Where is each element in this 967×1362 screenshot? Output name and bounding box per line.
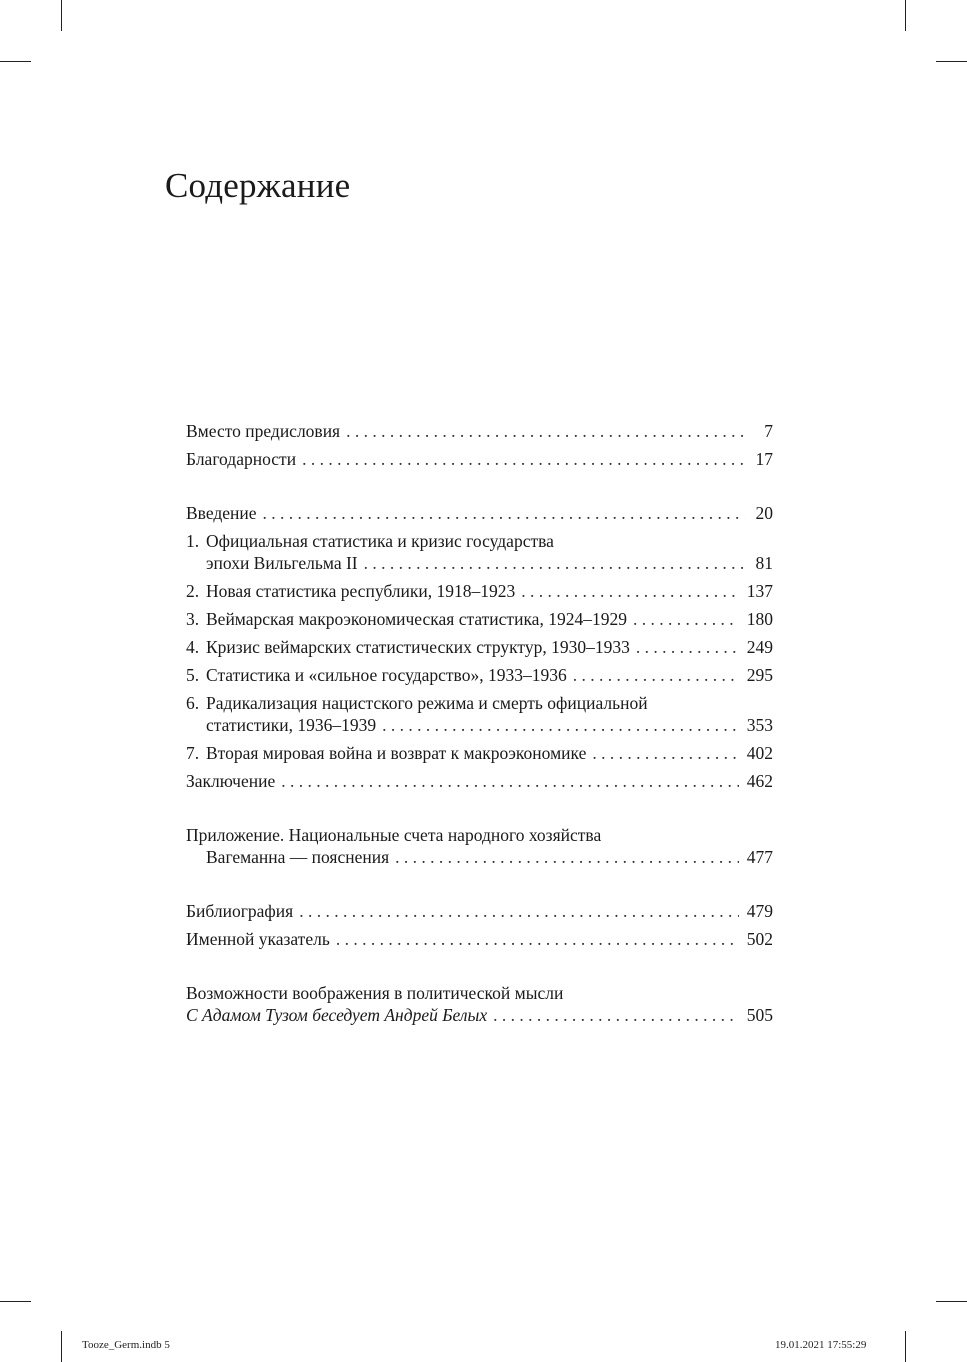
crop-mark	[936, 1301, 967, 1302]
chapter-number: 1.	[186, 531, 200, 551]
crop-mark	[0, 61, 31, 62]
toc-entry-appendix[interactable]	[186, 824, 773, 868]
toc-entry-text: Радикализация нацистского режима и смерть официальной	[206, 693, 648, 713]
toc-page-number: 7	[764, 421, 773, 441]
toc-entry-text: Возможности воображения в политической мысли	[186, 983, 564, 1003]
print-slug-timestamp: 19.01.2021 17:55:29	[775, 1339, 867, 1351]
toc-entry-text: Кризис веймарских статистических структур, 1930–1933	[206, 637, 630, 657]
crop-mark	[936, 61, 967, 62]
toc-entry-chapter-6[interactable]	[186, 692, 773, 736]
toc-entry-chapter-4[interactable]	[186, 636, 773, 658]
crop-mark	[61, 0, 62, 31]
toc-entry-chapter-7[interactable]	[186, 742, 773, 764]
crop-mark	[905, 0, 906, 31]
leader-dots	[630, 636, 739, 658]
toc-entry-text: Приложение. Национальные счета народного хозяйства	[186, 825, 602, 845]
crop-mark	[905, 1331, 906, 1362]
leader-dots	[627, 608, 739, 630]
leader-dots	[487, 1004, 739, 1026]
toc-entry-text-cont: Вагеманна — пояснения	[206, 847, 390, 867]
chapter-number: 6.	[186, 693, 200, 713]
toc-page-number: 462	[746, 771, 773, 791]
toc-entry-chapter-5[interactable]	[186, 664, 773, 686]
toc-entry-text: Официальная статистика и кризис государства	[206, 531, 554, 551]
toc-entry-text: Благодарности	[186, 449, 297, 469]
leader-dots	[330, 928, 739, 950]
toc-entry-vvedenie[interactable]	[186, 502, 773, 524]
crop-mark	[61, 1331, 62, 1362]
toc-entry-chapter-1[interactable]	[186, 530, 773, 574]
leader-dots	[567, 664, 739, 686]
toc-entry-subtitle: С Адамом Тузом беседует Андрей Белых	[186, 1005, 488, 1025]
leader-dots	[586, 742, 738, 764]
leader-dots	[257, 502, 745, 524]
toc-entry-text: Заключение	[186, 771, 276, 791]
leader-dots	[358, 552, 745, 574]
toc-entry-interview[interactable]	[186, 982, 773, 1026]
toc-entry-text: Вторая мировая война и возврат к макроэкономике	[206, 743, 587, 763]
toc-entry-text: Веймарская макроэкономическая статистика, 1924–1929	[206, 609, 627, 629]
toc-entry-zakl[interactable]	[186, 770, 773, 792]
toc-entry-index[interactable]	[186, 928, 773, 950]
toc-entry-text: Введение	[186, 503, 257, 523]
leader-dots	[376, 714, 739, 736]
toc-entry-bibliography[interactable]	[186, 900, 773, 922]
toc-page-number: 137	[746, 581, 773, 601]
toc-page-number: 81	[755, 553, 773, 573]
chapter-number: 2.	[186, 581, 200, 601]
toc-page-number: 505	[746, 1005, 773, 1025]
toc-page-number: 20	[755, 503, 773, 523]
toc-entry-text: Новая статистика республики, 1918–1923	[206, 581, 516, 601]
toc-entry-text: Библиография	[186, 901, 294, 921]
toc-entry-chapter-2[interactable]	[186, 580, 773, 602]
toc-entry-chapter-3[interactable]	[186, 608, 773, 630]
chapter-number: 7.	[186, 743, 200, 763]
toc-page-number: 479	[746, 901, 773, 921]
toc-entry-text-cont: статистики, 1936–1939	[206, 715, 377, 735]
toc-page-number: 17	[755, 449, 773, 469]
toc-page-number: 180	[746, 609, 773, 629]
print-slug-file: Tooze_Germ.indb 5	[82, 1339, 170, 1351]
toc-entry-text-cont: эпохи Вильгельма II	[206, 553, 358, 573]
leader-dots	[293, 900, 739, 922]
page-title: Содержание	[165, 166, 351, 205]
leader-dots	[296, 448, 745, 470]
toc-page-number: 353	[746, 715, 773, 735]
leader-dots	[515, 580, 738, 602]
toc-page-number: 502	[746, 929, 773, 949]
chapter-number: 3.	[186, 609, 200, 629]
toc-entry-blagodarnosti[interactable]	[186, 448, 773, 470]
toc-entry-text: Именной указатель	[186, 929, 330, 949]
leader-dots	[275, 770, 739, 792]
toc-page-number: 295	[746, 665, 773, 685]
toc-page-number: 402	[746, 743, 773, 763]
leader-dots	[340, 420, 745, 442]
leader-dots	[389, 846, 739, 868]
toc-entry-text: Вместо предисловия	[186, 421, 341, 441]
crop-mark	[0, 1301, 31, 1302]
chapter-number: 5.	[186, 665, 200, 685]
toc-entry-text: Статистика и «сильное государство», 1933–1936	[206, 665, 567, 685]
toc-page-number: 477	[746, 847, 773, 867]
toc-entry-vmesto[interactable]	[186, 420, 773, 442]
toc-page-number: 249	[746, 637, 773, 657]
chapter-number: 4.	[186, 637, 200, 657]
table-of-contents	[186, 420, 773, 1032]
